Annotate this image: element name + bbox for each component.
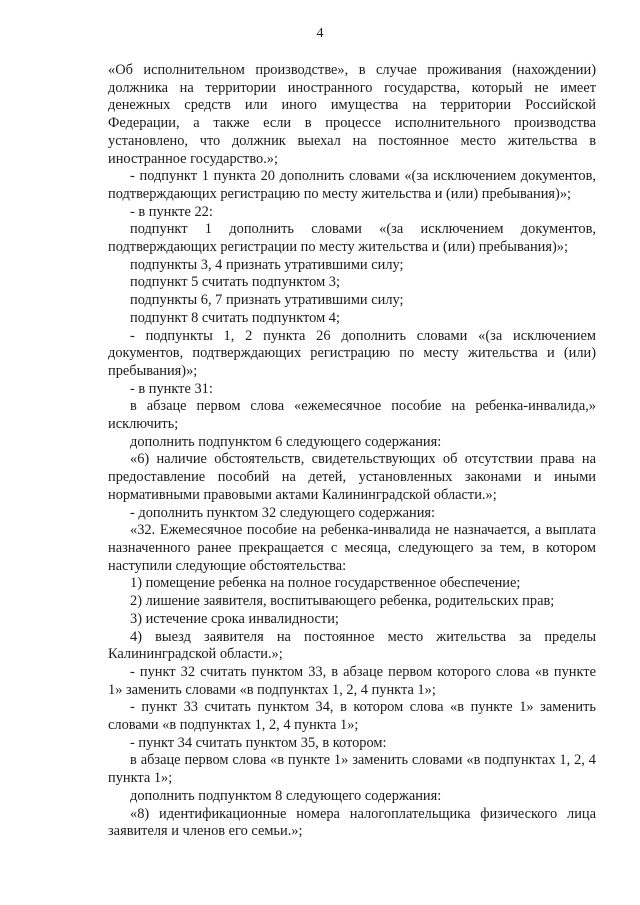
document-body	[108, 62, 596, 841]
page-number: 4	[316, 26, 324, 41]
paragraph: дополнить подпунктом 8 следующего содержания:	[130, 787, 442, 804]
paragraph: - пункт 33 считать пунктом 34, в котором слова «в пункте 1» заменить словами «в подпунктах 1, 2, 4 пункта 1»;	[108, 699, 596, 734]
paragraph: - пункт 34 считать пунктом 35, в котором:	[130, 734, 387, 751]
paragraph: 2) лишение заявителя, воспитывающего ребенка, родительских прав;	[130, 593, 555, 610]
paragraph: 1) помещение ребенка на полное государственное обеспечение;	[130, 575, 521, 592]
paragraph: - в пункте 31:	[130, 380, 213, 397]
paragraph: «8) идентификационные номера налогоплательщика физического лица заявителя и членов его семьи.»;	[108, 805, 596, 840]
paragraph: - пункт 32 считать пунктом 33, в абзаце первом которого слова «в пункте 1» заменить словами «в подпунктах 1, 2, 4 пункта 1»;	[108, 663, 596, 698]
paragraph: подпункт 5 считать подпунктом 3;	[130, 274, 340, 291]
paragraph: подпункты 6, 7 признать утратившими силу;	[130, 292, 404, 309]
paragraph: 3) истечение срока инвалидности;	[130, 610, 339, 627]
paragraph: - подпункты 1, 2 пункта 26 дополнить словами «(за исключением документов, подтверждающих регистрацию по месту жительства и (или) пребывания)»;	[108, 327, 596, 379]
paragraph: дополнить подпунктом 6 следующего содержания:	[130, 433, 442, 450]
paragraph: «6) наличие обстоятельств, свидетельствующих об отсутствии права на предоставление пособий на детей, установленных законами и иными нормативными правовыми актами Калининградской области.»;	[108, 451, 596, 503]
paragraph: 4) выезд заявителя на постоянное место жительства за пределы Калининградской области.»;	[108, 628, 596, 663]
paragraph: подпункт 8 считать подпунктом 4;	[130, 309, 340, 326]
paragraph: в абзаце первом слова «в пункте 1» заменить словами «в подпунктах 1, 2, 4 пункта 1»;	[108, 752, 596, 787]
paragraph: подпункт 1 дополнить словами «(за исключением документов, подтверждающих регистрации по месту жительства и (или) пребывания)»;	[108, 221, 596, 256]
paragraph: - дополнить пунктом 32 следующего содержания:	[130, 504, 436, 521]
paragraph: «Об исполнительном производстве», в случае проживания (нахождении) должника на территории иностранного государства, который не имеет денежных средств или иного имущества на территории Российской Федерации, а также если в процессе исполнительного производства установлено, что должник выехал на постоянное место жительства в иностранное государство.»;	[108, 62, 596, 167]
paragraph: подпункты 3, 4 признать утратившими силу;	[130, 256, 404, 273]
paragraph: - подпункт 1 пункта 20 дополнить словами «(за исключением документов, подтверждающих регистрацию по месту жительства и (или) пребывания)»;	[108, 168, 596, 202]
paragraph: в абзаце первом слова «ежемесячное пособие на ребенка-инвалида,» исключить;	[108, 398, 596, 433]
paragraph: «32. Ежемесячное пособие на ребенка-инвалида не назначается, а выплата назначенного ранее прекращается с месяца, следующего за тем, в котором наступили следующие обстоятельства:	[108, 522, 596, 574]
paragraph: - в пункте 22:	[130, 203, 213, 220]
